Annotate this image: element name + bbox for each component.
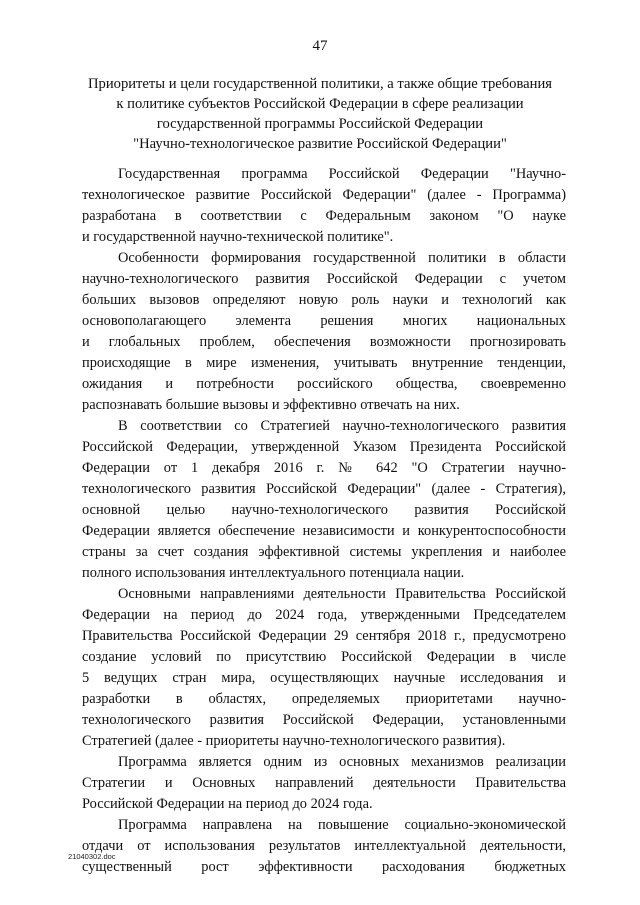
text-line: и глобальных проблем, обеспечения возможности прогнозировать [82,334,566,350]
text-line: 5 ведущих стран мира, осуществляющих научные исследования и [82,670,566,686]
text-line: больших вызовов определяют новую роль науки и технологий как [82,292,566,308]
text-line: Основными направлениями деятельности Правительства Российской [118,586,566,602]
paragraph [82,752,566,815]
text-line: Правительства Российской Федерации 29 сентября 2018 г., предусмотрено [82,628,566,644]
text-line: Стратегии и Основных направлений деятельности Правительства [82,775,566,791]
title-line: Приоритеты и цели государственной политики, а также общие требования [88,76,552,92]
text-line: страны за счет создания эффективной системы укрепления и наиболее [82,544,566,560]
text-line: ожидания и потребности российского общества, своевременно [82,376,566,392]
text-line: разработки в областях, определяемых приоритетами научно- [82,691,566,707]
paragraph [82,248,566,416]
text-line: происходящие в мире изменения, учитывать внутренние тенденции, [82,355,566,371]
paragraph [82,164,566,248]
paragraph [82,416,566,584]
text-line: технологическое развитие Российской Федерации" (далее - Программа) [82,187,566,203]
text-line: Программа направлена на повышение социально-экономической [118,817,566,833]
section-title [70,74,570,154]
text-line: научно-технологического развития Российской Федерации с учетом [82,271,566,287]
text-line: Российской Федерации, утвержденной Указом Президента Российской [82,439,566,455]
document-body [82,164,566,878]
text-line: и государственной научно-технической политике". [82,229,394,245]
text-line: Федерации является обеспечение независимости и конкурентоспособности [82,523,566,539]
paragraph [82,584,566,752]
text-line: В соответствии со Стратегией научно-технологического развития [118,418,566,434]
text-line: Федерации от 1 декабря 2016 г. № 642 "О Стратегии научно- [82,460,566,476]
text-line: создание условий по присутствию Российской Федерации в числе [82,649,566,665]
text-line: Федерации на период до 2024 года, утвержденными Председателем [82,607,566,623]
text-line: разработана в соответствии с Федеральным законом "О науке [82,208,566,224]
footer-filename: 21040302.doc [68,852,116,861]
text-line: основной целью научно-технологического развития Российской [82,502,566,518]
title-line: "Научно-технологическое развитие Российской Федерации" [133,136,507,152]
text-line: Государственная программа Российской Федерации "Научно- [118,166,566,182]
text-line: Российской Федерации на период до 2024 года. [82,796,373,812]
text-line: полного использования интеллектуального потенциала нации. [82,565,465,581]
text-line: существенный рост эффективности расходования бюджетных [82,859,566,875]
title-line: государственной программы Российской Федерации [156,116,484,132]
text-line: Стратегией (далее - приоритеты научно-технологического развития). [82,733,506,749]
title-line: к политике субъектов Российской Федерации в сфере реализации [116,96,524,112]
text-line: Особенности формирования государственной политики в области [118,250,566,266]
text-line: отдачи от использования результатов интеллектуальной деятельности, [82,838,566,854]
text-line: технологического развития Российской Федерации, установленными [82,712,566,728]
page-number: 47 [312,38,328,54]
text-line: распознавать большие вызовы и эффективно отвечать на них. [82,397,460,413]
text-line: основополагающего элемента решения многих национальных [82,313,566,329]
text-line: технологического развития Российской Федерации" (далее - Стратегия), [82,481,566,497]
text-line: Программа является одним из основных механизмов реализации [118,754,566,770]
paragraph [82,815,566,878]
